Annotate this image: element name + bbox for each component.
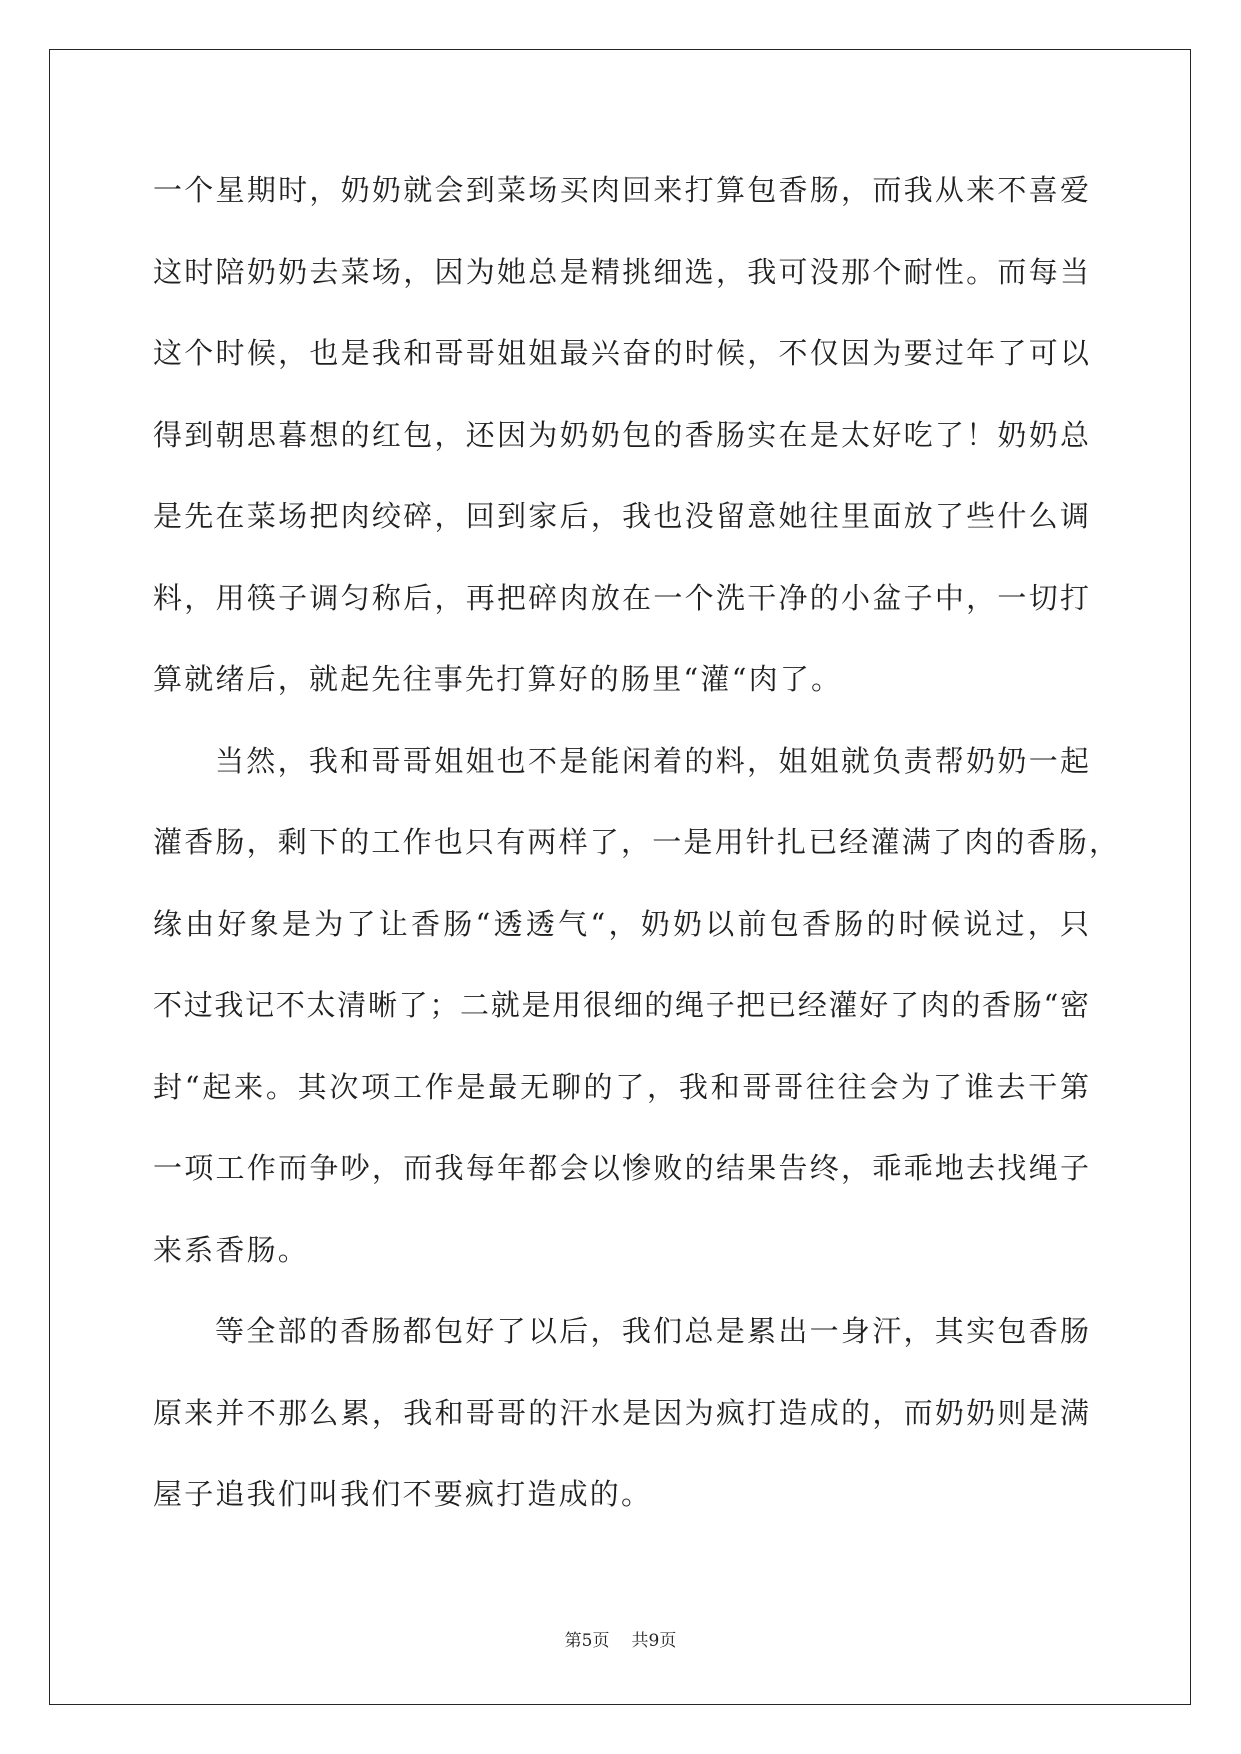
text-line: 原来并不那么累，我和哥哥的汗水是因为疯打造成的，而奶奶则是满 [153, 1395, 1092, 1430]
paragraph [153, 721, 1121, 1292]
text-line: 一项工作而争吵，而我每年都会以惨败的结果告终，乖乖地去找绳子 [153, 1151, 1092, 1185]
paragraph [153, 1291, 1092, 1536]
text-line: 封“起来。其次项工作是最无聊的了，我和哥哥往往会为了谁去干第 [153, 1069, 1092, 1104]
text-line: 这时陪奶奶去菜场，因为她总是精挑细选，我可没那个耐性。而每当 [153, 254, 1092, 289]
page-number-current: 第5页 [564, 1631, 610, 1651]
text-line: 算就绪后，就起先往事先打算好的肠里“灌“肉了。 [153, 662, 843, 696]
text-line: 得到朝思暮想的红包，还因为奶奶包的香肠实在是太好吃了！奶奶总 [153, 417, 1092, 452]
text-line: 来系香肠。 [153, 1232, 310, 1267]
text-line: 料，用筷子调匀称后，再把碎肉放在一个洗干净的小盆子中，一切打 [153, 580, 1092, 615]
text-line: 灌香肠，剩下的工作也只有两样了，一是用针扎已经灌满了肉的香肠， [153, 825, 1121, 859]
page-footer [0, 1629, 1241, 1653]
text-line: 当然，我和哥哥姐姐也不是能闲着的料，姐姐就负责帮奶奶一起 [215, 743, 1092, 778]
page-number-total: 共9页 [631, 1631, 677, 1651]
text-line: 是先在菜场把肉绞碎，回到家后，我也没留意她往里面放了些什么调 [153, 499, 1092, 533]
text-line: 等全部的香肠都包好了以后，我们总是累出一身汗，其实包香肠 [215, 1314, 1092, 1348]
text-line: 一个星期时，奶奶就会到菜场买肉回来打算包香肠，而我从来不喜爱 [153, 173, 1092, 207]
text-line: 缘由好象是为了让香肠“透透气“，奶奶以前包香肠的时候说过，只 [153, 906, 1093, 941]
text-line: 不过我记不太清晰了；二就是用很细的绳子把已经灌好了肉的香肠“密 [153, 988, 1091, 1022]
body-text [153, 150, 1121, 1536]
text-line: 屋子追我们叫我们不要疯打造成的。 [153, 1477, 653, 1511]
paragraph [153, 150, 1092, 721]
text-line: 这个时候，也是我和哥哥姐姐最兴奋的时候，不仅因为要过年了可以 [153, 336, 1092, 370]
